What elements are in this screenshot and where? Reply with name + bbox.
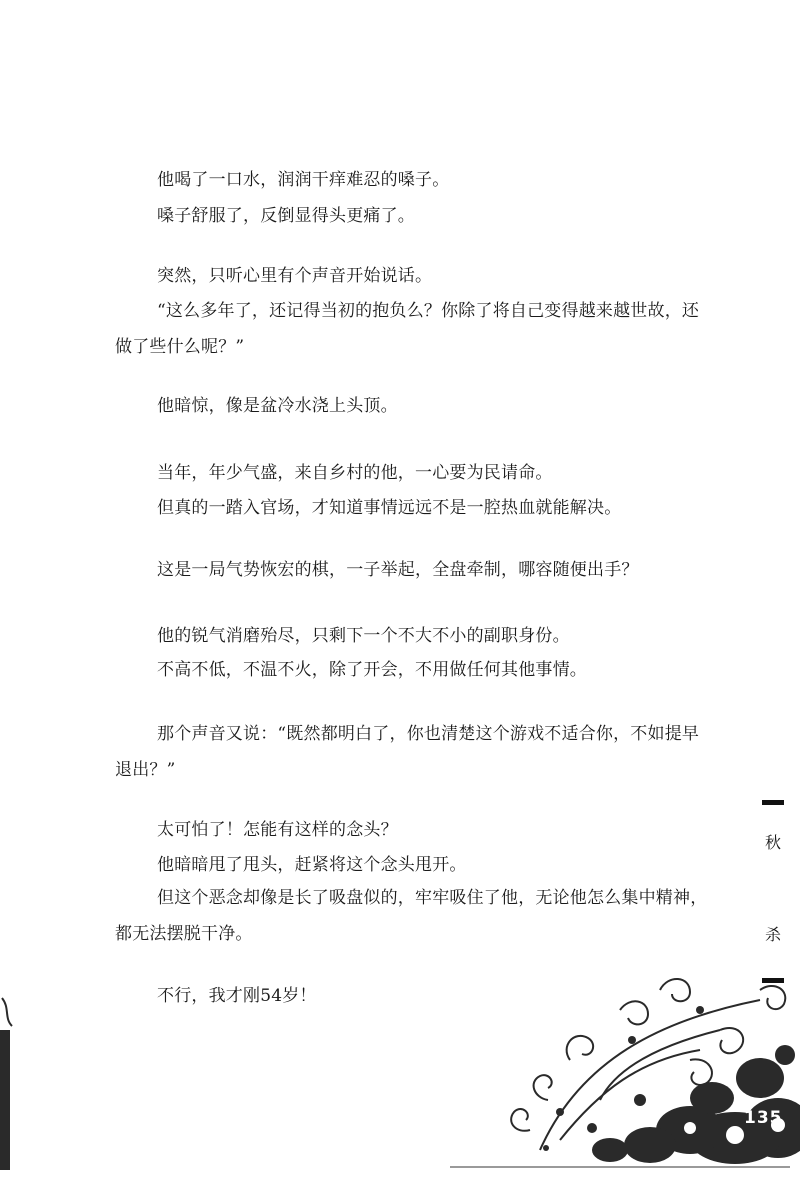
paragraph-3: 突然，只听心里有个声音开始说话。 [157, 266, 433, 286]
paragraph-8: 这是一局气势恢宏的棋，一子举起，全盘牵制，哪容随便出手？ [157, 560, 639, 580]
left-edge-ornament [0, 990, 16, 1181]
paragraph-7: 但真的一踏入官场，才知道事情远远不是一腔热血就能解决。 [157, 498, 622, 518]
paragraph-6: 当年，年少气盛，来自乡村的他，一心要为民请命。 [157, 463, 553, 483]
bottom-rule [450, 1166, 790, 1168]
paragraph-15: 不行，我才刚54岁！ [157, 986, 317, 1006]
page-number: 135 [744, 1108, 783, 1128]
paragraph-13: 他暗暗甩了甩头，赶紧将这个念头甩开。 [157, 855, 467, 875]
side-tab-char-kill: 杀 [764, 925, 781, 944]
paragraph-5: 他暗惊，像是盆冷水浇上头顶。 [157, 396, 398, 416]
paragraph-14: 但这个恶念却像是长了吸盘似的，牢牢吸住了他，无论他怎么集中精神，都无法摆脱干净。 [115, 888, 708, 944]
paragraph-10: 不高不低，不温不火，除了开会，不用做任何其他事情。 [157, 660, 587, 680]
paragraph-2: 嗓子舒服了，反倒显得头更痛了。 [157, 206, 415, 226]
paragraph-4: “这么多年了，还记得当初的抱负么？你除了将自己变得越来越世故，还做了些什么呢？” [115, 301, 700, 357]
paragraph-11: 那个声音又说：“既然都明白了，你也清楚这个游戏不适合你，不如提早退出？” [115, 724, 700, 780]
paragraph-1: 他喝了一口水，润润干痒难忍的嗓子。 [157, 170, 450, 190]
paragraph-9: 他的锐气消磨殆尽，只剩下一个不大不小的副职身份。 [157, 626, 570, 646]
side-tab-char-autumn: 秋 [764, 833, 781, 852]
paragraph-12: 太可怕了！怎能有这样的念头？ [157, 820, 398, 840]
